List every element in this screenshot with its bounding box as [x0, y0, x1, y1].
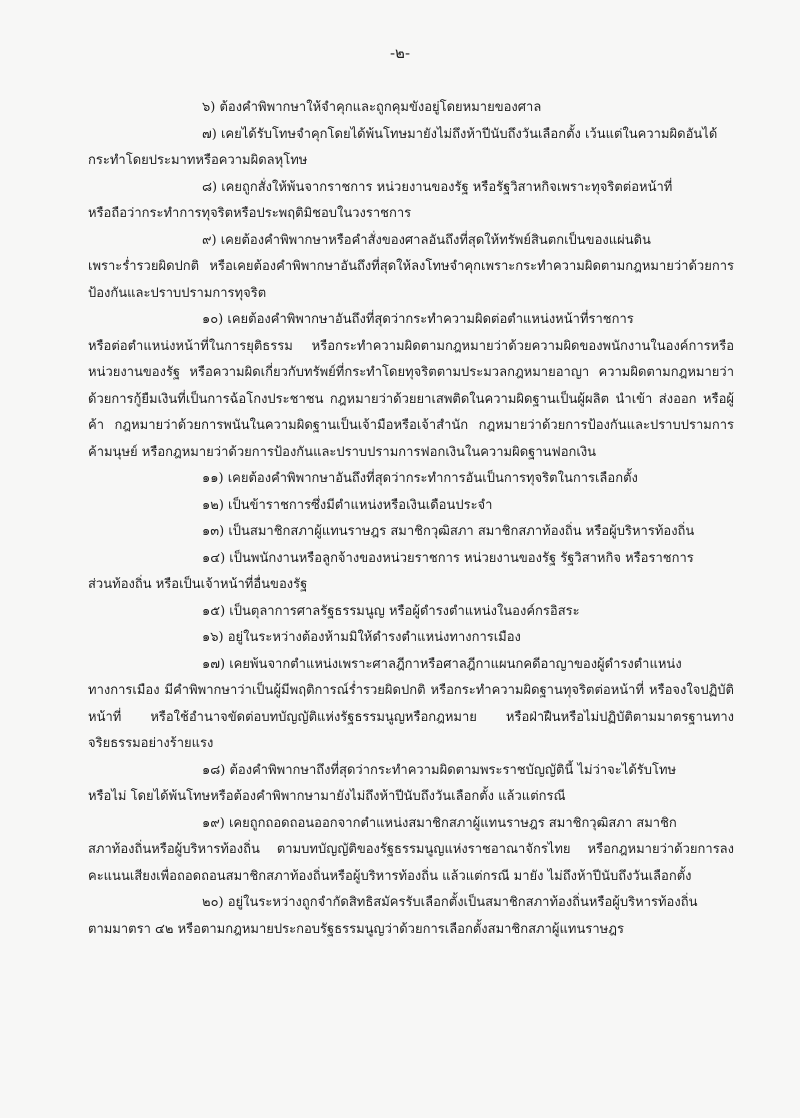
clause-8: [88, 175, 734, 228]
clause-13-first-line: ๑๓) เป็นสมาชิกสภาผู้แทนราษฎร สมาชิกวุฒิสภา สมาชิกสภาท้องถิ่น หรือผู้บริหารท้องถิ่น: [202, 524, 695, 539]
clause-9-continuation: เพราะร่ำรวยผิดปกติ หรือเคยต้องคำพิพากษาอันถึงที่สุดให้ลงโทษจำคุกเพราะกระทำความผิดตามกฎหมายว่าด้วยการป้องกันและปราบปรามการทุจริต: [88, 259, 734, 301]
clause-17-first-line: ๑๗) เคยพ้นจากตำแหน่งเพราะศาลฎีกาหรือศาลฎีกาแผนกคดีอาญาของผู้ดำรงตำแหน่ง: [202, 656, 682, 672]
clause-8-first-line: ๘) เคยถูกสั่งให้พ้นจากราชการ หน่วยงานของรัฐ หรือรัฐวิสาหกิจเพราะทุจริตต่อหน้าที่: [202, 179, 673, 195]
clause-14: [88, 546, 734, 599]
clause-16-first-line: ๑๖) อยู่ในระหว่างต้องห้ามมิให้ดำรงตำแหน่งทางการเมือง: [202, 630, 521, 645]
clause-9-first-line: ๙) เคยต้องคำพิพากษาหรือคำสั่งของศาลอันถึงที่สุดให้ทรัพย์สินตกเป็นของแผ่นดิน: [202, 232, 651, 248]
clause-14-continuation: ส่วนท้องถิ่น หรือเป็นเจ้าหน้าที่อื่นของรัฐ: [88, 577, 308, 592]
clause-10-continuation: หรือต่อตำแหน่งหน้าที่ในการยุติธรรม หรือกระทำความผิดตามกฎหมายว่าด้วยความผิดของพนักงานในองค์การหรือหน่วยงานของรัฐ หรือความผิดเกี่ยวกับทรัพย์ที่กระทำโดยทุจริตตามประมวลกฎหมายอาญา ความผิดตามกฎหมายว่าด้วยการกู้ยืมเงินที่เป็นการฉ้อโกงประชาชน กฎหมายว่าด้วยยาเสพติดในความผิดฐานเป็นผู้ผลิต นำเข้า ส่งออก หรือผู้ค้า กฎหมายว่าด้วยการพนันในความผิดฐานเป็นเจ้ามือหรือเจ้าสำนัก กฎหมายว่าด้วยการป้องกันและปราบปรามการค้ามนุษย์ หรือกฎหมายว่าด้วยการป้องกันและปราบปรามการฟอกเงินในความผิดฐานฟอกเงิน: [88, 338, 734, 460]
clause-16: [88, 625, 734, 652]
clause-10-first-line: ๑๐) เคยต้องคำพิพากษาอันถึงที่สุดว่ากระทำความผิดต่อตำแหน่งหน้าที่ราชการ: [202, 312, 634, 327]
clause-7-continuation: กระทำโดยประมาทหรือความผิดลหุโทษ: [88, 153, 308, 168]
clause-14-first-line: ๑๔) เป็นพนักงานหรือลูกจ้างของหน่วยราชการ หน่วยงานของรัฐ รัฐวิสาหกิจ หรือราชการ: [202, 550, 694, 566]
clause-18-first-line: ๑๘) ต้องคำพิพากษาถึงที่สุดว่ากระทำความผิดตามพระราชบัญญัตินี้ ไม่ว่าจะได้รับโทษ: [202, 762, 677, 778]
clause-8-continuation: หรือถือว่ากระทำการทุจริตหรือประพฤติมิชอบในวงราชการ: [88, 206, 412, 221]
clause-19-first-line: ๑๙) เคยถูกถอดถอนออกจากตำแหน่งสมาชิกสภาผู้แทนราษฎร สมาชิกวุฒิสภา สมาชิก: [202, 815, 677, 831]
clause-6-first-line: ๖) ต้องคำพิพากษาให้จำคุกและถูกคุมขังอยู่โดยหมายของศาล: [202, 100, 542, 115]
clause-7: [88, 122, 734, 175]
clause-7-first-line: ๗) เคยได้รับโทษจำคุกโดยได้พ้นโทษมายังไม่ถึงห้าปีนับถึงวันเลือกตั้ง เว้นแต่ในความผิดอันได้: [202, 126, 718, 142]
clause-15: [88, 599, 734, 626]
clause-13: [88, 519, 734, 546]
clause-17-continuation: ทางการเมือง มีคำพิพากษาว่าเป็นผู้มีพฤติการณ์ร่ำรวยผิดปกติ หรือกระทำความผิดฐานทุจริตต่อหน้าที่ หรือจงใจปฏิบัติหน้าที่ หรือใช้อำนาจขัดต่อบทบัญญัติแห่งรัฐธรรมนูญหรือกฎหมาย หรือฝ่าฝืนหรือไม่ปฏิบัติตามมาตรฐานทางจริยธรรมอย่างร้ายแรง: [88, 683, 734, 751]
clause-11: [88, 466, 734, 493]
document-body: [88, 95, 734, 943]
clause-10: [88, 307, 734, 466]
clause-20-first-line: ๒๐) อยู่ในระหว่างถูกจำกัดสิทธิสมัครรับเลือกตั้งเป็นสมาชิกสภาท้องถิ่นหรือผู้บริหารท้องถิ่น: [202, 895, 698, 910]
clause-15-first-line: ๑๕) เป็นตุลาการศาลรัฐธรรมนูญ หรือผู้ดำรงตำแหน่งในองค์กรอิสระ: [202, 603, 580, 619]
page-number: -๒-: [389, 44, 411, 62]
clause-12-first-line: ๑๒) เป็นข้าราชการซึ่งมีตำแหน่งหรือเงินเดือนประจำ: [202, 497, 493, 513]
clause-18-continuation: หรือไม่ โดยได้พ้นโทษหรือต้องคำพิพากษามายังไม่ถึงห้าปีนับถึงวันเลือกตั้ง แล้วแต่กรณี: [88, 789, 566, 804]
clause-20: [88, 890, 734, 943]
clause-11-first-line: ๑๑) เคยต้องคำพิพากษาอันถึงที่สุดว่ากระทำการอันเป็นการทุจริตในการเลือกตั้ง: [202, 471, 638, 486]
clause-9: [88, 228, 734, 308]
clause-12: [88, 493, 734, 520]
clause-19: [88, 811, 734, 891]
clause-19-continuation: สภาท้องถิ่นหรือผู้บริหารท้องถิ่น ตามบทบัญญัติของรัฐธรรมนูญแห่งราชอาณาจักรไทย หรือกฎหมายว่าด้วยการลงคะแนนเสียงเพื่อถอดถอนสมาชิกสภาท้องถิ่นหรือผู้บริหารท้องถิ่น แล้วแต่กรณี มายัง ไม่ถึงห้าปีนับถึงวันเลือกตั้ง: [88, 842, 734, 884]
clause-17: [88, 652, 734, 758]
clause-18: [88, 758, 734, 811]
clause-20-continuation: ตามมาตรา ๔๒ หรือตามกฎหมายประกอบรัฐธรรมนูญว่าด้วยการเลือกตั้งสมาชิกสภาผู้แทนราษฎร: [88, 921, 624, 937]
clause-6: [88, 95, 734, 122]
